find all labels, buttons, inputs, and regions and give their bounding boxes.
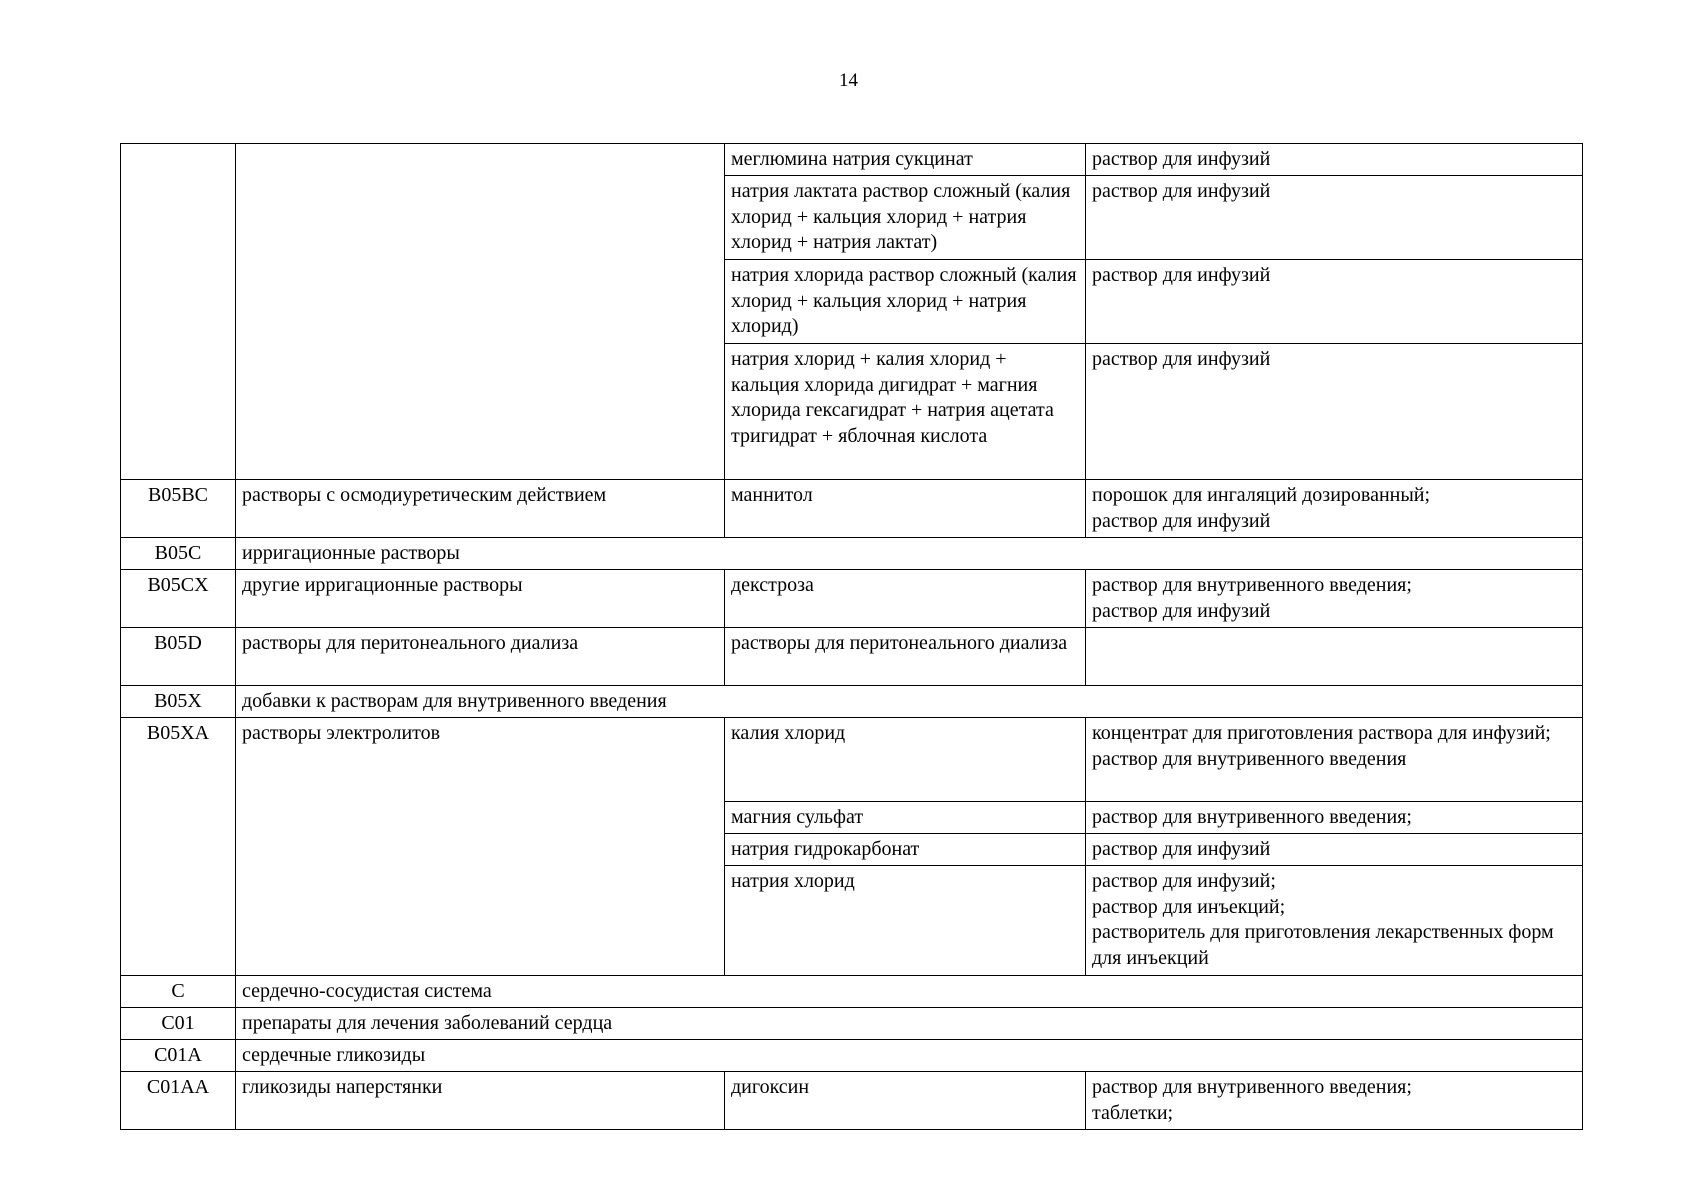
table-row <box>121 686 1583 718</box>
drug-name-cell: натрия хлорид + калия хлорид + кальция хлорида дигидрат + магния хлорида гексагидрат + натрия ацетата тригидрат + яблочная кислота <box>725 344 1086 480</box>
dosage-form: раствор для внутривенного введения; <box>1092 806 1412 828</box>
dosage-form: раствор для инфузий <box>1092 180 1271 202</box>
atc-code-cell: B05BC <box>121 480 236 538</box>
dosage-form: раствор для инъекций; <box>1092 895 1286 918</box>
dosage-form: раствор для инфузий <box>1092 509 1271 532</box>
drug-name-cell: растворы для перитонеального диализа <box>725 628 1086 686</box>
atc-code-cell: C01A <box>121 1040 236 1072</box>
dosage-form: концентрат для приготовления раствора для инфузий; <box>1092 722 1551 744</box>
atc-code-cell: B05C <box>121 538 236 570</box>
atc-code-cell: C <box>121 976 236 1008</box>
dosage-form: раствор для инфузий; <box>1092 870 1276 892</box>
atc-code-cell: B05X <box>121 686 236 718</box>
atc-code-cell: B05CX <box>121 570 236 628</box>
table-row <box>121 718 1583 802</box>
drug-name-cell: натрия хлорид <box>725 866 1086 976</box>
dosage-forms-cell <box>1086 570 1583 628</box>
drug-list-table <box>120 143 1583 1130</box>
atc-code-cell: B05D <box>121 628 236 686</box>
atc-code-cell: C01 <box>121 1008 236 1040</box>
drug-name-cell: натрия лактата раствор сложный (калия хлорид + кальция хлорид + натрия хлорид + натрия лактат) <box>725 176 1086 260</box>
dosage-form: таблетки; <box>1092 1101 1174 1124</box>
table-row <box>121 628 1583 686</box>
table-row <box>121 570 1583 628</box>
dosage-form: раствор для внутривенного введения; <box>1092 1076 1412 1098</box>
group-name-cell: растворы электролитов <box>236 718 725 976</box>
dosage-forms-cell <box>1086 802 1583 834</box>
group-name-cell <box>236 144 725 480</box>
table-row <box>121 144 1583 176</box>
group-name-cell: другие ирригационные растворы <box>236 570 725 628</box>
drug-name-cell: калия хлорид <box>725 718 1086 802</box>
table-row <box>121 480 1583 538</box>
table-row <box>121 1040 1583 1072</box>
dosage-forms-cell <box>1086 1072 1583 1130</box>
drug-name-cell: маннитол <box>725 480 1086 538</box>
group-name-cell: препараты для лечения заболеваний сердца <box>236 1008 1583 1040</box>
drug-name-cell: декстроза <box>725 570 1086 628</box>
group-name-cell: добавки к растворам для внутривенного введения <box>236 686 1583 718</box>
dosage-form: раствор для внутривенного введения; <box>1092 574 1412 596</box>
group-name-cell: сердечно-сосудистая система <box>236 976 1583 1008</box>
atc-code-cell: C01AA <box>121 1072 236 1130</box>
drug-name-cell: дигоксин <box>725 1072 1086 1130</box>
dosage-form: раствор для инфузий <box>1092 599 1271 622</box>
dosage-forms-cell <box>1086 260 1583 344</box>
table-row <box>121 538 1583 570</box>
group-name-cell: ирригационные растворы <box>236 538 1583 570</box>
page-number: 14 <box>839 70 858 91</box>
dosage-forms-cell <box>1086 834 1583 866</box>
atc-code-cell: B05XA <box>121 718 236 976</box>
dosage-forms-cell <box>1086 176 1583 260</box>
drug-name-cell: меглюмина натрия сукцинат <box>725 144 1086 176</box>
dosage-form: порошок для ингаляций дозированный; <box>1092 484 1431 506</box>
group-name-cell: растворы с осмодиуретическим действием <box>236 480 725 538</box>
table-row <box>121 1008 1583 1040</box>
table-row <box>121 976 1583 1008</box>
dosage-form: раствор для внутривенного введения <box>1092 747 1407 770</box>
atc-code-cell <box>121 144 236 480</box>
dosage-form: раствор для инфузий <box>1092 148 1271 170</box>
dosage-form: раствор для инфузий <box>1092 264 1271 286</box>
dosage-form: раствор для инфузий <box>1092 348 1271 370</box>
dosage-forms-cell <box>1086 866 1583 976</box>
dosage-forms-cell <box>1086 718 1583 802</box>
table-row <box>121 1072 1583 1130</box>
drug-name-cell: магния сульфат <box>725 802 1086 834</box>
group-name-cell: сердечные гликозиды <box>236 1040 1583 1072</box>
dosage-forms-cell <box>1086 344 1583 480</box>
group-name-cell: растворы для перитонеального диализа <box>236 628 725 686</box>
dosage-forms-cell <box>1086 628 1583 686</box>
dosage-form: раствор для инфузий <box>1092 838 1271 860</box>
group-name-cell: гликозиды наперстянки <box>236 1072 725 1130</box>
drug-name-cell: натрия хлорида раствор сложный (калия хлорид + кальция хлорид + натрия хлорид) <box>725 260 1086 344</box>
dosage-form: растворитель для приготовления лекарственных форм для инъекций <box>1092 921 1554 969</box>
dosage-forms-cell <box>1086 480 1583 538</box>
dosage-forms-cell <box>1086 144 1583 176</box>
drug-name-cell: натрия гидрокарбонат <box>725 834 1086 866</box>
